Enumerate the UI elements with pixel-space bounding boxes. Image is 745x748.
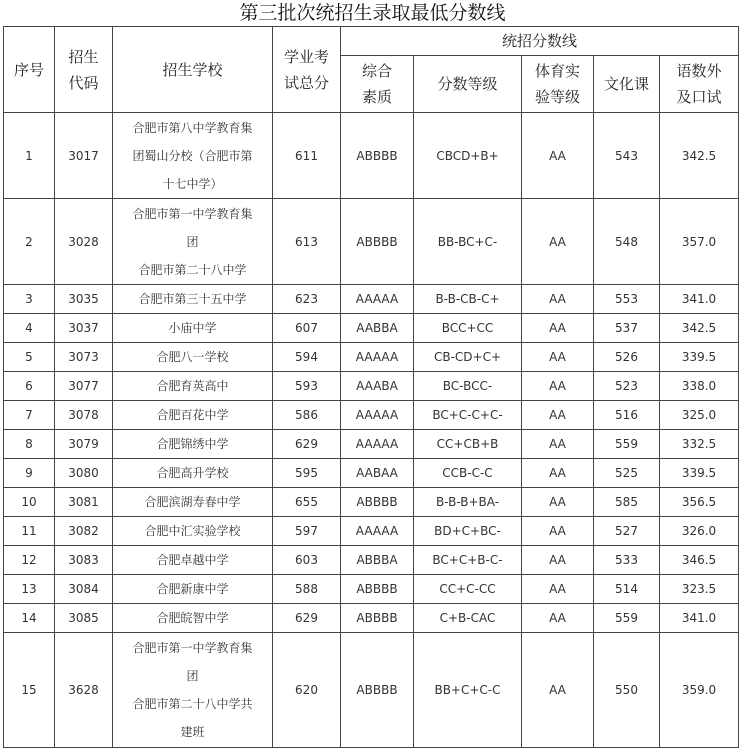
cell-lang: 339.5 — [660, 343, 739, 372]
cell-grade: BC+C-C+C- — [414, 401, 522, 430]
table-row — [4, 430, 739, 459]
cell-culture: 548 — [594, 199, 660, 285]
header-lang: 语数外 及口试 — [660, 56, 739, 113]
cell-total: 623 — [273, 285, 341, 314]
cell-school — [113, 314, 273, 343]
cell-seq: 13 — [4, 575, 55, 604]
cell-lang: 338.0 — [660, 372, 739, 401]
cell-grade: BB+C+C-C — [414, 633, 522, 748]
cell-grade: B-B-B+BA- — [414, 488, 522, 517]
cell-school — [113, 430, 273, 459]
cell-pe: AA — [522, 401, 594, 430]
cell-grade: BB-BC+C- — [414, 199, 522, 285]
cell-code: 3078 — [55, 401, 113, 430]
cell-school — [113, 575, 273, 604]
cell-pe: AA — [522, 575, 594, 604]
cell-pe: AA — [522, 314, 594, 343]
cell-school — [113, 633, 273, 748]
cell-seq: 9 — [4, 459, 55, 488]
school-line: 合肥市第一中学教育集 — [132, 206, 253, 221]
cell-pe: AA — [522, 372, 594, 401]
cell-grade: CB-CD+C+ — [414, 343, 522, 372]
cell-seq: 3 — [4, 285, 55, 314]
cell-grade: C+B-CAC — [414, 604, 522, 633]
cell-code: 3028 — [55, 199, 113, 285]
cell-grade: BCC+CC — [414, 314, 522, 343]
cell-quality: AAAAA — [341, 401, 414, 430]
cell-lang: 341.0 — [660, 285, 739, 314]
cell-pe: AA — [522, 343, 594, 372]
table-body — [4, 113, 739, 748]
cell-quality: ABBBB — [341, 113, 414, 199]
cell-culture: 559 — [594, 430, 660, 459]
cell-seq: 7 — [4, 401, 55, 430]
cell-pe: AA — [522, 633, 594, 748]
cell-quality: AABBA — [341, 314, 414, 343]
cell-school — [113, 113, 273, 199]
cell-seq: 4 — [4, 314, 55, 343]
cell-culture: 543 — [594, 113, 660, 199]
school-line: 合肥市第一中学教育集 — [132, 641, 253, 655]
cell-pe: AA — [522, 546, 594, 575]
cell-pe: AA — [522, 459, 594, 488]
table-row — [4, 113, 739, 199]
header-total: 学业考 试总分 — [273, 27, 341, 113]
school-line: 合肥市第二十八中学 — [138, 262, 247, 277]
cell-pe: AA — [522, 113, 594, 199]
table-row — [4, 546, 739, 575]
cell-seq: 15 — [4, 633, 55, 748]
cell-code: 3628 — [55, 633, 113, 748]
cell-total: 586 — [273, 401, 341, 430]
cell-school — [113, 604, 273, 633]
cell-culture: 516 — [594, 401, 660, 430]
cell-total: 655 — [273, 488, 341, 517]
cell-seq: 11 — [4, 517, 55, 546]
cell-quality: AAAAA — [341, 285, 414, 314]
cell-culture: 559 — [594, 604, 660, 633]
table-row — [4, 285, 739, 314]
school-line: 合肥新康中学 — [156, 582, 229, 596]
cell-total: 620 — [273, 633, 341, 748]
score-table — [3, 26, 739, 748]
header-culture: 文化课 — [594, 56, 660, 113]
cell-culture: 585 — [594, 488, 660, 517]
header-quality: 综合 素质 — [341, 56, 414, 113]
cell-code: 3084 — [55, 575, 113, 604]
cell-code: 3081 — [55, 488, 113, 517]
table-row — [4, 488, 739, 517]
cell-total: 603 — [273, 546, 341, 575]
cell-culture: 550 — [594, 633, 660, 748]
table-row — [4, 199, 739, 285]
cell-quality: AAABA — [341, 372, 414, 401]
table-row — [4, 372, 739, 401]
cell-code: 3017 — [55, 113, 113, 199]
cell-quality: ABBBB — [341, 199, 414, 285]
cell-total: 593 — [273, 372, 341, 401]
header-seq: 序号 — [4, 27, 55, 113]
cell-lang: 342.5 — [660, 314, 739, 343]
cell-grade: CBCD+B+ — [414, 113, 522, 199]
cell-pe: AA — [522, 517, 594, 546]
school-line: 合肥市第八中学教育集 — [132, 120, 253, 135]
cell-grade: B-B-CB-C+ — [414, 285, 522, 314]
cell-seq: 6 — [4, 372, 55, 401]
cell-total: 611 — [273, 113, 341, 199]
header-grade: 分数等级 — [414, 56, 522, 113]
cell-culture: 514 — [594, 575, 660, 604]
header-row — [4, 27, 739, 56]
school-line: 合肥高升学校 — [156, 466, 229, 480]
cell-seq: 14 — [4, 604, 55, 633]
table-row — [4, 314, 739, 343]
school-line: 合肥皖智中学 — [156, 611, 229, 625]
school-line: 合肥百花中学 — [156, 408, 229, 422]
cell-total: 629 — [273, 604, 341, 633]
cell-grade: CC+CB+B — [414, 430, 522, 459]
cell-lang: 323.5 — [660, 575, 739, 604]
school-line: 小庙中学 — [168, 321, 217, 335]
cell-lang: 326.0 — [660, 517, 739, 546]
cell-quality: AAAAA — [341, 430, 414, 459]
cell-total: 594 — [273, 343, 341, 372]
cell-code: 3035 — [55, 285, 113, 314]
cell-seq: 12 — [4, 546, 55, 575]
cell-quality: ABBBB — [341, 633, 414, 748]
cell-lang: 346.5 — [660, 546, 739, 575]
cell-grade: CC+C-CC — [414, 575, 522, 604]
school-line: 团 — [186, 669, 199, 683]
cell-lang: 357.0 — [660, 199, 739, 285]
table-row — [4, 343, 739, 372]
school-line: 合肥八一学校 — [156, 350, 229, 364]
cell-quality: AAAAA — [341, 517, 414, 546]
cell-quality: ABBBB — [341, 488, 414, 517]
table-row — [4, 517, 739, 546]
table-row — [4, 401, 739, 430]
header-group: 统招分数线 — [341, 27, 739, 56]
cell-code: 3079 — [55, 430, 113, 459]
cell-total: 595 — [273, 459, 341, 488]
cell-code: 3082 — [55, 517, 113, 546]
cell-total: 588 — [273, 575, 341, 604]
school-line: 合肥育英高中 — [156, 379, 229, 393]
cell-quality: ABBBA — [341, 546, 414, 575]
school-line: 合肥锦绣中学 — [156, 437, 229, 451]
table-row — [4, 604, 739, 633]
cell-pe: AA — [522, 430, 594, 459]
cell-seq: 1 — [4, 113, 55, 199]
school-line: 合肥中汇实验学校 — [144, 524, 241, 538]
cell-pe: AA — [522, 199, 594, 285]
cell-culture: 527 — [594, 517, 660, 546]
school-line: 合肥市第三十五中学 — [138, 292, 247, 306]
table-row — [4, 633, 739, 748]
cell-lang: 325.0 — [660, 401, 739, 430]
header-pe: 体育实 验等级 — [522, 56, 594, 113]
cell-quality: ABBBB — [341, 575, 414, 604]
cell-grade: BD+C+BC- — [414, 517, 522, 546]
cell-culture: 525 — [594, 459, 660, 488]
cell-culture: 526 — [594, 343, 660, 372]
cell-seq: 5 — [4, 343, 55, 372]
cell-culture: 537 — [594, 314, 660, 343]
cell-school — [113, 372, 273, 401]
cell-school — [113, 459, 273, 488]
cell-pe: AA — [522, 285, 594, 314]
cell-grade: CCB-C-C — [414, 459, 522, 488]
cell-school — [113, 517, 273, 546]
cell-seq: 10 — [4, 488, 55, 517]
cell-school — [113, 488, 273, 517]
cell-school — [113, 199, 273, 285]
cell-school — [113, 343, 273, 372]
cell-quality: ABBBB — [341, 604, 414, 633]
cell-culture: 523 — [594, 372, 660, 401]
cell-lang: 342.5 — [660, 113, 739, 199]
cell-total: 613 — [273, 199, 341, 285]
school-line: 团蜀山分校（合肥市第 — [132, 148, 253, 163]
cell-lang: 339.5 — [660, 459, 739, 488]
cell-culture: 553 — [594, 285, 660, 314]
school-line: 合肥滨湖寿春中学 — [144, 495, 241, 509]
cell-total: 629 — [273, 430, 341, 459]
school-line: 团 — [186, 234, 199, 249]
page-title: 第三批次统招生录取最低分数线 — [239, 2, 506, 24]
school-line: 十七中学） — [162, 176, 223, 191]
school-line: 合肥卓越中学 — [156, 553, 229, 567]
cell-total: 597 — [273, 517, 341, 546]
school-line: 建班 — [180, 725, 205, 739]
cell-seq: 8 — [4, 430, 55, 459]
cell-lang: 359.0 — [660, 633, 739, 748]
cell-school — [113, 401, 273, 430]
school-line: 合肥市第二十八中学共 — [132, 697, 253, 711]
cell-code: 3083 — [55, 546, 113, 575]
header-school: 招生学校 — [113, 27, 273, 113]
header-code: 招生 代码 — [55, 27, 113, 113]
cell-pe: AA — [522, 488, 594, 517]
cell-code: 3073 — [55, 343, 113, 372]
table-row — [4, 459, 739, 488]
cell-code: 3077 — [55, 372, 113, 401]
cell-school — [113, 285, 273, 314]
cell-quality: AABAA — [341, 459, 414, 488]
cell-seq: 2 — [4, 199, 55, 285]
cell-lang: 332.5 — [660, 430, 739, 459]
cell-code: 3037 — [55, 314, 113, 343]
cell-total: 607 — [273, 314, 341, 343]
cell-pe: AA — [522, 604, 594, 633]
cell-culture: 533 — [594, 546, 660, 575]
cell-code: 3080 — [55, 459, 113, 488]
cell-lang: 356.5 — [660, 488, 739, 517]
cell-quality: AAAAA — [341, 343, 414, 372]
cell-school — [113, 546, 273, 575]
cell-lang: 341.0 — [660, 604, 739, 633]
table-row — [4, 575, 739, 604]
cell-grade: BC-BCC- — [414, 372, 522, 401]
cell-code: 3085 — [55, 604, 113, 633]
cell-grade: BC+C+B-C- — [414, 546, 522, 575]
